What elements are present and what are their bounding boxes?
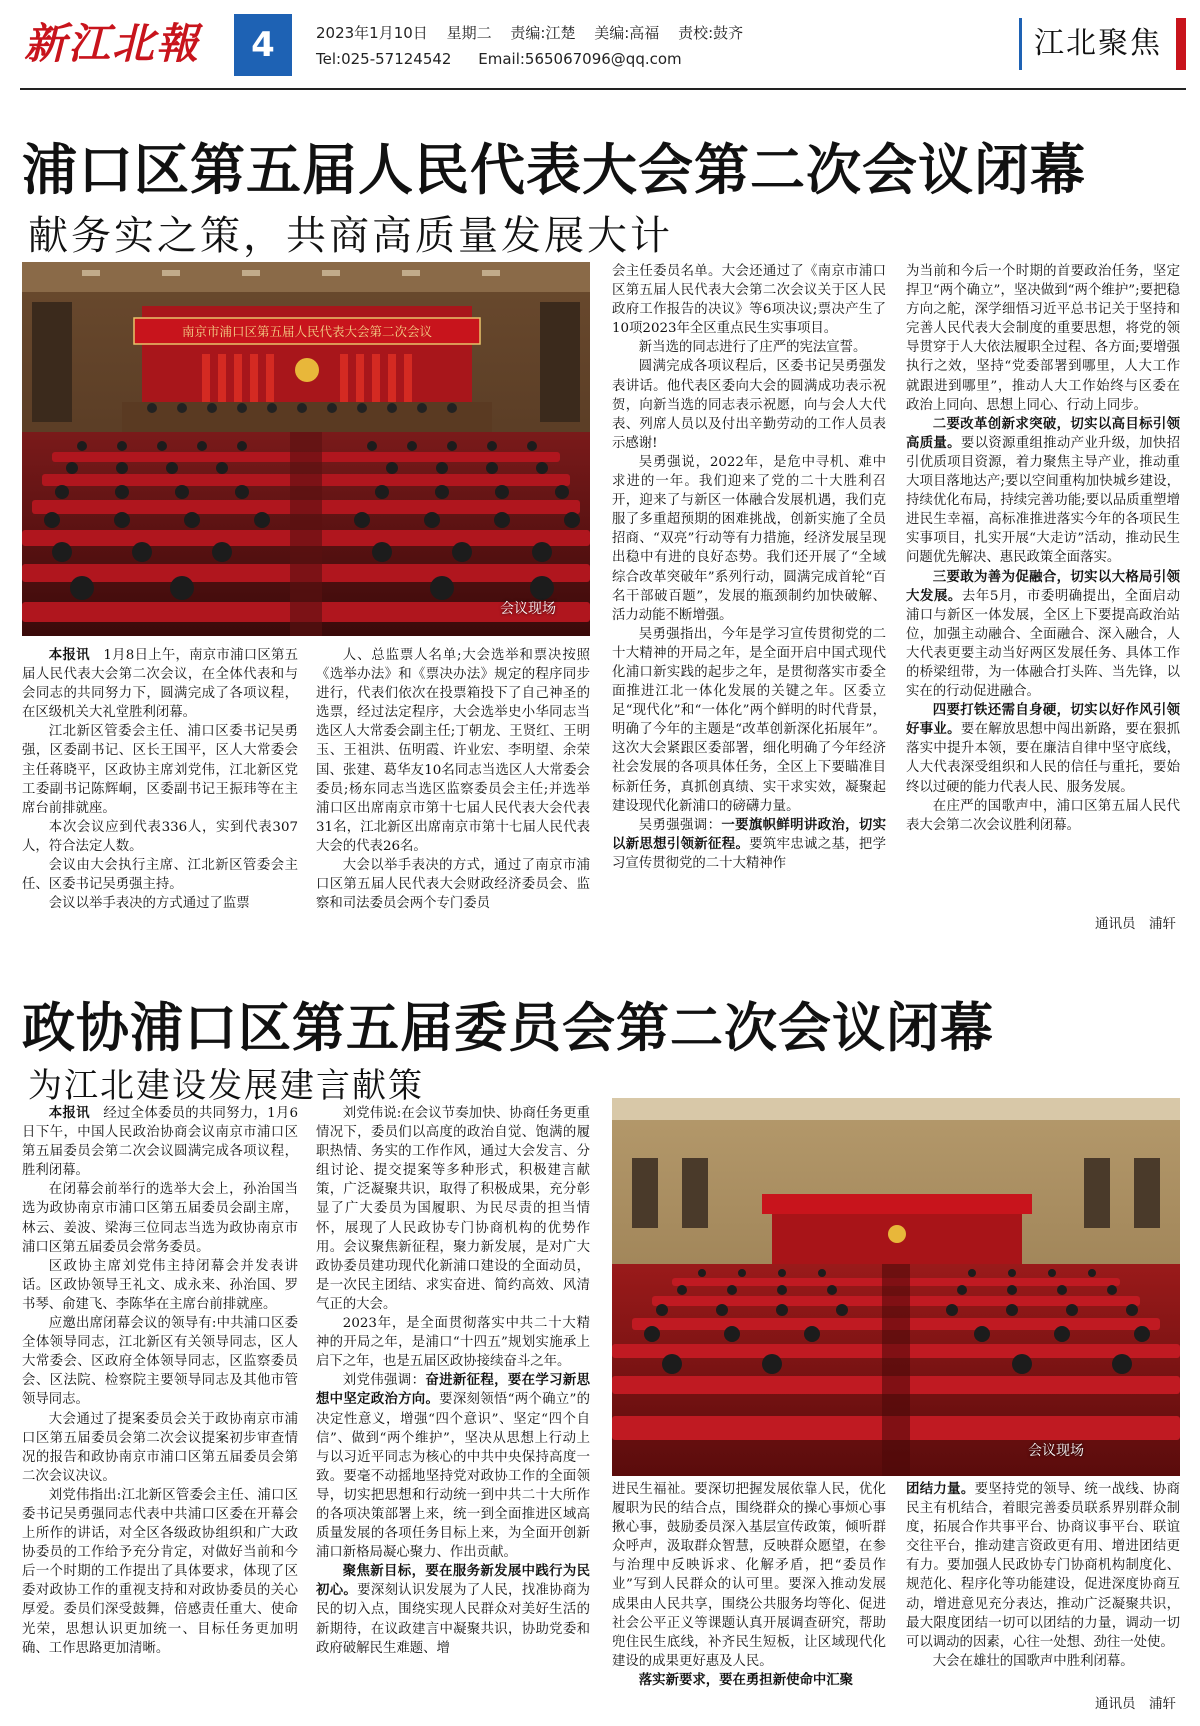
paragraph-emphasis: 奋进新征程，要在学习新思想中坚定政治方向。	[316, 1372, 590, 1408]
contact-email: Email:565067096@qq.com	[478, 50, 682, 68]
paragraph	[906, 797, 1180, 835]
contact-tel: Tel:025-57124542	[316, 50, 452, 68]
paragraph	[906, 568, 1180, 702]
paragraph-text: 本次会议应到代表336人，实到代表307人，符合法定人数。	[22, 819, 298, 854]
article2-column-4	[906, 1480, 1180, 1688]
paragraph	[906, 1480, 1180, 1652]
article1-photo	[22, 262, 590, 636]
paragraph	[22, 1410, 298, 1486]
paragraph	[316, 1562, 590, 1657]
paragraph	[316, 1371, 590, 1562]
paragraph-text: 会主任委员名单。大会还通过了《南京市浦口区第五届人民代表大会第二次会议关于区人民政府工作报告的决议》等6项决议;票决产生了10项2023年全区重点民生实事项目。	[612, 264, 886, 337]
paragraph-text: 会议由大会执行主席、江北新区管委会主任、区委书记吴勇强主持。	[22, 858, 298, 893]
paragraph	[906, 701, 1180, 796]
paragraph-text: 大会以举手表决的方式，通过了南京市浦口区第五届人民代表大会财政经济委员会、监察和司法委员会两个专门委员	[316, 858, 590, 912]
paragraph	[906, 415, 1180, 568]
newspaper-logo: 新江北報	[24, 19, 201, 68]
paragraph	[612, 338, 886, 357]
paragraph	[612, 357, 886, 452]
paragraph-emphasis: 三要敢为善为促融合，切实以大格局引领大发展。	[906, 568, 1180, 604]
conference-hall-illustration	[612, 1098, 1180, 1476]
masthead-divider	[20, 88, 1186, 90]
art-editor: 美编:高福	[594, 24, 660, 42]
issue-date: 2023年1月10日	[316, 24, 428, 42]
paragraph-text: 人、总监票人名单;大会选举和票决按照《选举办法》和《票决办法》规定的程序同步进行，代表们依次在投票箱投下了自己神圣的选票，经过法定程序，大会选举史小华同志当选区人大常委会副主任;丁朝龙、王贤红、王明玉、王祖洪、伍明霞、许业宏、李明望、余荣国、张建、葛华友10名同志当选区人大常委会委员;杨东同志当选区监察委员会主任;并选举浦口区出席南京市第十七届人民代表大会代表31名，江北新区出席南京市第十七届人民代表大会的代表26名。	[316, 648, 590, 854]
paragraph	[316, 646, 590, 856]
dateline: 本报讯	[48, 1105, 90, 1121]
paragraph-text: 经过全体委员的共同努力，1月6日下午，中国人民政治协商会议南京市浦口区第五届委员会第二次会议圆满完成各项议程，胜利闭幕。	[22, 1106, 298, 1179]
paragraph-emphasis: 聚焦新目标，要在服务新发展中践行为民初心。	[316, 1563, 590, 1599]
issue-info	[316, 22, 757, 43]
paragraph	[22, 722, 298, 817]
paragraph	[612, 816, 886, 873]
paragraph	[612, 453, 886, 625]
article2-headline: 政协浦口区第五届委员会第二次会议闭幕	[22, 998, 994, 1059]
paragraph	[22, 1486, 298, 1658]
paragraph-text: 新当选的同志进行了庄严的宪法宣誓。	[638, 340, 867, 356]
paragraph-text: 要在解放思想中闯出新路，要在狠抓落实中提升本领，要在廉洁自律中坚守底线，人大代表深受组织和人民的信任与重托，要始终以过硬的能力代表人民、服务发展。	[906, 722, 1180, 795]
paragraph-text: 2023年，是全面贯彻落实中共二十大精神的开局之年，是浦口“十四五”规划实施承上启下之年，也是五届区政协接续奋斗之年。	[316, 1316, 590, 1370]
article2-column-1	[22, 1104, 298, 1714]
paragraph	[906, 262, 1180, 415]
paragraph-text: 吴勇强说，2022年，是危中寻机、难中求进的一年。我们迎来了党的二十大胜利召开，迎来了与新区一体融合发展机遇，我们克服了多重超预期的困难挑战，创新实施了全员招商、“双亮”行动等有力措施，经济发展呈现出稳中有进的良好态势。我们还开展了“全域综合改革突破年”系列行动，圆满完成首轮“百名干部破百题”，发展的瓶颈制约加快破解、活力动能不断增强。	[612, 454, 886, 623]
article1-photo-caption: 会议现场	[500, 601, 556, 617]
paragraph-text: 江北新区管委会主任、浦口区委书记吴勇强，区委副书记、区长王国平，区人大常委会主任蒋晓平，区政协主席刘党伟，江北新区党工委副书记陈辉峒，区委副书记王振玮等在主席台前排就座。	[22, 724, 298, 816]
paragraph-text: 区政协主席刘党伟主持闭幕会并发表讲话。区政协领导王礼文、成永来、孙治国、罗书琴、俞建飞、李陈华在主席台前排就座。	[22, 1258, 298, 1312]
paragraph-emphasis: 一要旗帜鲜明讲政治，切实以新思想引领新征程。	[612, 816, 886, 852]
article1-column-4	[906, 262, 1180, 908]
paragraph	[906, 1652, 1180, 1671]
paragraph	[316, 1314, 590, 1371]
article1-headline: 浦口区第五届人民代表大会第二次会议闭幕	[22, 138, 1087, 202]
article2-photo-caption: 会议现场	[1028, 1443, 1084, 1459]
paragraph	[316, 1104, 590, 1314]
paragraph	[316, 856, 590, 913]
paragraph-text: 1月8日上午，南京市浦口区第五届人民代表大会第二次会议，在全体代表和与会同志的共同努力下，圆满完成了各项议程，在区级机关大礼堂胜利闭幕。	[22, 648, 298, 721]
article1-column-3	[612, 262, 886, 936]
paragraph	[612, 1671, 886, 1690]
paragraph	[22, 1180, 298, 1256]
dateline: 本报讯	[48, 647, 90, 663]
paragraph-text: 大会通过了提案委员会关于政协南京市浦口区第五届委员会第二次会议提案初步审查情况的报告和政协南京市浦口区第五届委员会第二次会议决议。	[22, 1411, 298, 1484]
paragraph	[612, 1480, 886, 1671]
article2-subheadline: 为江北建设发展建言献策	[28, 1066, 424, 1106]
article1-column-2	[316, 646, 590, 936]
article1-photo-banner: 南京市浦口区第五届人民代表大会第二次会议	[181, 324, 433, 339]
editor: 责编:江楚	[510, 24, 576, 42]
paragraph	[612, 625, 886, 816]
paragraph-text: 要筑牢忠诚之基，把学习宣传贯彻党的二十大精神作	[612, 836, 886, 871]
paragraph	[22, 818, 298, 856]
issue-weekday: 星期二	[446, 24, 492, 42]
page-number: 4	[234, 14, 292, 76]
paragraph-text: 在庄严的国歌声中，浦口区第五届人民代表大会第二次会议胜利闭幕。	[906, 798, 1180, 833]
paragraph	[22, 1104, 298, 1180]
paragraph-text: 刘党伟说:在会议节奏加快、协商任务更重情况下，委员们以高度的政治自觉、饱满的履职热情、务实的工作作风，通过大会发言、分组讨论、提交提案等多种形式，积极建言献策，广泛凝聚共识，取得了积极成果，充分彰显了广大委员为国履职、为民尽责的担当情怀，展现了人民政协专门协商机构的优势作用。会议聚焦新征程，聚力新发展，是对广大政协委员建功现代化新浦口建设的全面动员，是一次民主团结、求实奋进、简约高效、风清气正的大会。	[316, 1106, 590, 1312]
paragraph-emphasis: 二要改革创新求突破，切实以高目标引领高质量。	[906, 415, 1180, 451]
paragraph-text: 会议以举手表决的方式通过了监票	[48, 896, 250, 912]
paragraph-text: 吴勇强强调：	[638, 817, 722, 833]
paragraph-text: 要坚持党的领导、统一战线、协商民主有机结合，着眼完善委员联系界别群众制度，拓展合作共事平台、协商议事平台、联谊交往平台，推动建言资政更有用、增进团结更有力。要加强人民政协专门协商机构制度化、规范化、程序化等功能建设，促进深度协商互动，增进意见充分表达，推动广泛凝聚共识，最大限度团结一切可以团结的力量，调动一切可以调动的因素，心往一处想、劲往一处使。	[906, 1482, 1180, 1650]
article1-column-1	[22, 646, 298, 936]
section-title: 江北聚焦	[1019, 18, 1186, 70]
paragraph	[22, 856, 298, 894]
contact-info	[316, 50, 704, 68]
paragraph-text: 要以资源重组推动产业升级，加快招引优质项目资源，着力聚焦主导产业，推动重大项目落地达产;要以空间重构加快城乡建设，持续优化布局，持续完善功能;要以品质重塑增进民生幸福，高标准推进落实今年的各项民生实事项目，扎实开展“大走访”活动，推动民生问题优先解决、惠民政策全面落实。	[906, 435, 1180, 566]
article2-column-3	[612, 1480, 886, 1714]
paragraph	[612, 262, 886, 338]
paragraph	[22, 646, 298, 722]
paragraph-text: 去年5月，市委明确提出，全面启动浦口与新区一体发展，全区上下要提高政治站位，加强主动融合、全面融合、深入融合，人大代表更要主动当好两区发展任务、具体工作的桥梁纽带，为一体融合打头阵、当先锋，以实在的行动促进融合。	[906, 588, 1180, 700]
paragraph	[22, 1314, 298, 1409]
paragraph-text: 应邀出席闭幕会议的领导有:中共浦口区委全体领导同志，江北新区有关领导同志，区人大常委会、区政府全体领导同志，区监察委员会、区法院、检察院主要领导同志及其他市管领导同志。	[22, 1316, 298, 1408]
assembly-hall-illustration	[22, 262, 590, 636]
article2-byline: 通讯员 浦轩	[1095, 1696, 1176, 1712]
masthead	[0, 0, 1200, 86]
article2-column-2	[316, 1104, 590, 1714]
article1-byline: 通讯员 浦轩	[1095, 916, 1176, 932]
article1-subheadline: 献务实之策，共商高质量发展大计	[28, 213, 673, 259]
paragraph-emphasis: 四要打铁还需自身硬，切实以好作风引领好事业。	[906, 702, 1180, 738]
paragraph-text: 大会在雄壮的国歌声中胜利闭幕。	[932, 1653, 1134, 1669]
paragraph-text: 在闭幕会前举行的选举大会上，孙治国当选为政协南京市浦口区第五届委员会副主席，林云、姜波、梁海三位同志当选为政协南京市浦口区第五届委员会常务委员。	[22, 1182, 298, 1255]
proofreader: 责校:鼓齐	[678, 24, 744, 42]
paragraph-text: 要深刻领悟“两个确立”的决定性意义，增强“四个意识”、坚定“四个自信”、做到“两个维护”，坚决从思想上行动上与以习近平同志为核心的中共中央保持高度一致。要毫不动摇地坚持党对政协工作的全面领导，切实把思想和行动统一到中共二十大所作的各项决策部署上来，统一到全面推进区域高质量发展的各项任务目标上来，为全面开创新浦口新格局凝心聚力、作出贡献。	[316, 1392, 590, 1561]
paragraph-text: 刘党伟指出:江北新区管委会主任、浦口区委书记吴勇强同志代表中共浦口区委在开幕会上所作的讲话，对全区各级政协组织和广大政协委员的工作给予充分肯定，对做好当前和今后一个时期的工作提出了具体要求，体现了区委对政协工作的重视支持和对政协委员的关心厚爱。委员们深受鼓舞，倍感责任重大、使命光荣，思想认识更加统一、目标任务更加明确、工作思路更加清晰。	[22, 1487, 298, 1656]
paragraph	[22, 894, 298, 913]
paragraph-text: 要深刻认识发展为了人民，找准协商为民的切入点，围绕实现人民群众对美好生活的新期待，在议政建言中凝聚共识，协助党委和政府破解民生难题、增	[316, 1583, 590, 1656]
paragraph-emphasis: 团结力量。	[906, 1481, 975, 1497]
paragraph-text: 吴勇强指出，今年是学习宣传贯彻党的二十大精神的开局之年，是全面开启中国式现代化浦口新实践的起步之年，是贯彻落实市委全面推进江北一体化发展的关键之年。区委立足“现代化”和“一体化”两个鲜明的时代背景，明确了今年的主题是“改革创新深化拓展年”。这次大会紧跟区委部署，细化明确了今年经济社会发展的各项具体任务，全区上下要瞄准目标新任务，真抓创真绩、实干求实效，凝聚起建设现代化新浦口的磅礴力量。	[612, 626, 886, 814]
paragraph-text: 进民生福祉。要深切把握发展依靠人民，优化履职为民的结合点，围绕群众的操心事烦心事揪心事，鼓励委员深入基层宣传政策，倾听群众呼声，汲取群众智慧，反映群众愿望，在参与治理中反映诉求、化解矛盾，把“委员作业”写到人民群众的认可里。要深入推动发展成果由人民共享，围绕公共服务均等化、促进社会公平正义等课题认真开展调查研究，帮助兜住民生底线，补齐民生短板，让区域现代化建设的成果更好惠及人民。	[612, 1482, 886, 1669]
paragraph	[22, 1257, 298, 1314]
paragraph-text: 为当前和今后一个时期的首要政治任务，坚定捍卫“两个确立”，坚决做到“两个维护”;要把稳方向之舵，深学细悟习近平总书记关于坚持和完善人民代表大会制度的重要思想，将党的领导贯穿于人大依法履职全过程、各方面;要增强执行之效，坚持“党委部署到哪里，人大工作就跟进到哪里”，推动人大工作始终与区委在政治上同向、思想上同心、行动上同步。	[906, 264, 1180, 413]
article2-photo	[612, 1098, 1180, 1476]
paragraph-emphasis: 落实新要求，要在勇担新使命中汇聚	[638, 1671, 854, 1688]
paragraph-text: 圆满完成各项议程后，区委书记吴勇强发表讲话。他代表区委向大会的圆满成功表示祝贺，向新当选的同志表示祝愿，向与会人大代表、列席人员以及付出辛勤劳动的工作人员表示感谢!	[612, 359, 886, 451]
paragraph-text: 刘党伟强调：	[342, 1373, 426, 1389]
